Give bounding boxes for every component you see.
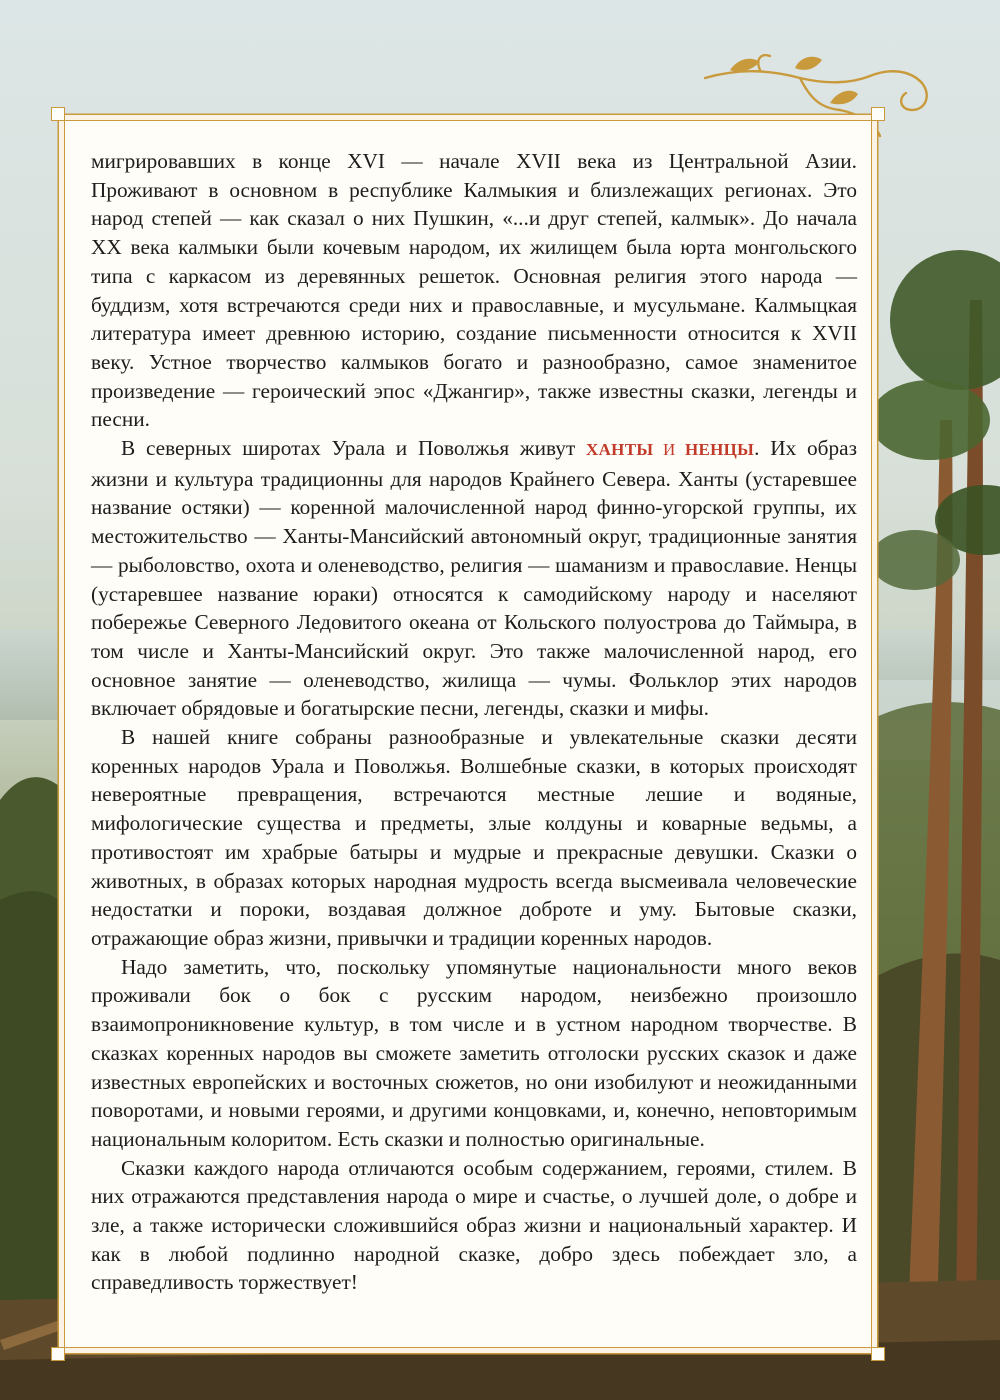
paragraph-khanty-nenets xyxy=(91,434,857,723)
paragraph-text: В северных широтах Урала и Поволжья живут xyxy=(121,436,587,461)
highlight-and: И xyxy=(653,440,685,460)
paragraph-book-tales: В нашей книге собраны разнообразные и увлекательные сказки десяти коренных народов Урала и Поволжья. Волшебные сказки, в которых происходят невероятные превращения, встречаются местные лешие и водяные, мифологические существа и предметы, злые колдуны и коварные ведьмы, а противостоят им храбрые батыры и мудрые и прекрасные девушки. Сказки о животных, в образах которых народная мудрость всегда высмеивала человеческие недостатки и пороки, воздавая должное доброте и уму. Бытовые сказки, отражающие образ жизни, привычки и традиции коренных народов. xyxy=(91,725,857,950)
highlight-khanty: ХАНТЫ xyxy=(586,440,654,460)
paragraph-kalmyks: мигрировавших в конце XVI — начале XVII века из Центральной Азии. Проживают в основном в республике Калмыкия и близлежащих регионах. Это народ степей — как сказал о них Пушкин, «...и друг степей, калмык». До начала XX века калмыки были кочевым народом, их жилищем была юрта монгольского типа с каркасом из деревянных решеток. Основная религия этого народа — буддизм, хотя встречаются среди них и православные, и мусульмане. Калмыцкая литература имеет древнюю историю, создание письменности относится к XVII веку. Устное творчество калмыков богато и разнообразно, самое знаменитое произведение — героический эпос «Джангир», также известны сказки, легенды и песни. xyxy=(91,149,857,432)
paragraph-cultural-influence: Надо заметить, что, поскольку упомянутые национальности много веков проживали бок о бок с русским народом, неизбежно произошло взаимопроникновение культур, в том числе и в устном народном творчестве. В сказках коренных народов вы сможете заметить отголоски русских сказок и даже известных европейских и восточных сюжетов, но они изобилуют и неожиданными поворотами, и новыми героями, и другими концовками, и, конечно, неповторимым национальным колоритом. Есть сказки и полностью оригинальные. xyxy=(91,954,857,1151)
frame-corner-ornament xyxy=(51,1347,65,1361)
paragraph-conclusion: Сказки каждого народа отличаются особым содержанием, героями, стилем. В них отражаются представления народа о мире и счастье, о лучшей доле, о добре и зле, а также исторически сложившийся образ жизни и национальный характер. И как в любой подлинно народной сказке, добро здесь побеждает зло, а справедливость торжествует! xyxy=(91,1155,857,1295)
frame-corner-ornament xyxy=(871,1347,885,1361)
paragraph-text: . Их образ жизни и культура традиционны для народов Крайнего Севера. Ханты (устаревшее название остяки) — коренной малочисленной народ финно-угорской группы, их местожительство — Ханты-Мансийский автономный округ, традиционные занятия — рыболовство, охота и оленеводство, религия — шаманизм и православие. Ненцы (устаревшее название юраки) относятся к самодийскому народу и населяют побережье Северного Ледовитого океана от Кольского полуострова до Таймыра, в том числе и Ханты-Мансийский округ. Это также малочисленной народ, его основное занятие — оленеводство, жилища — чумы. Фольклор этих народов включает обрядовые и богатырские песни, легенды, сказки и мифы. xyxy=(91,436,858,721)
body-text xyxy=(91,147,857,1297)
frame-corner-ornament xyxy=(871,107,885,121)
text-frame xyxy=(64,120,872,1348)
highlight-nenets: НЕНЦЫ xyxy=(684,440,755,460)
frame-corner-ornament xyxy=(51,107,65,121)
